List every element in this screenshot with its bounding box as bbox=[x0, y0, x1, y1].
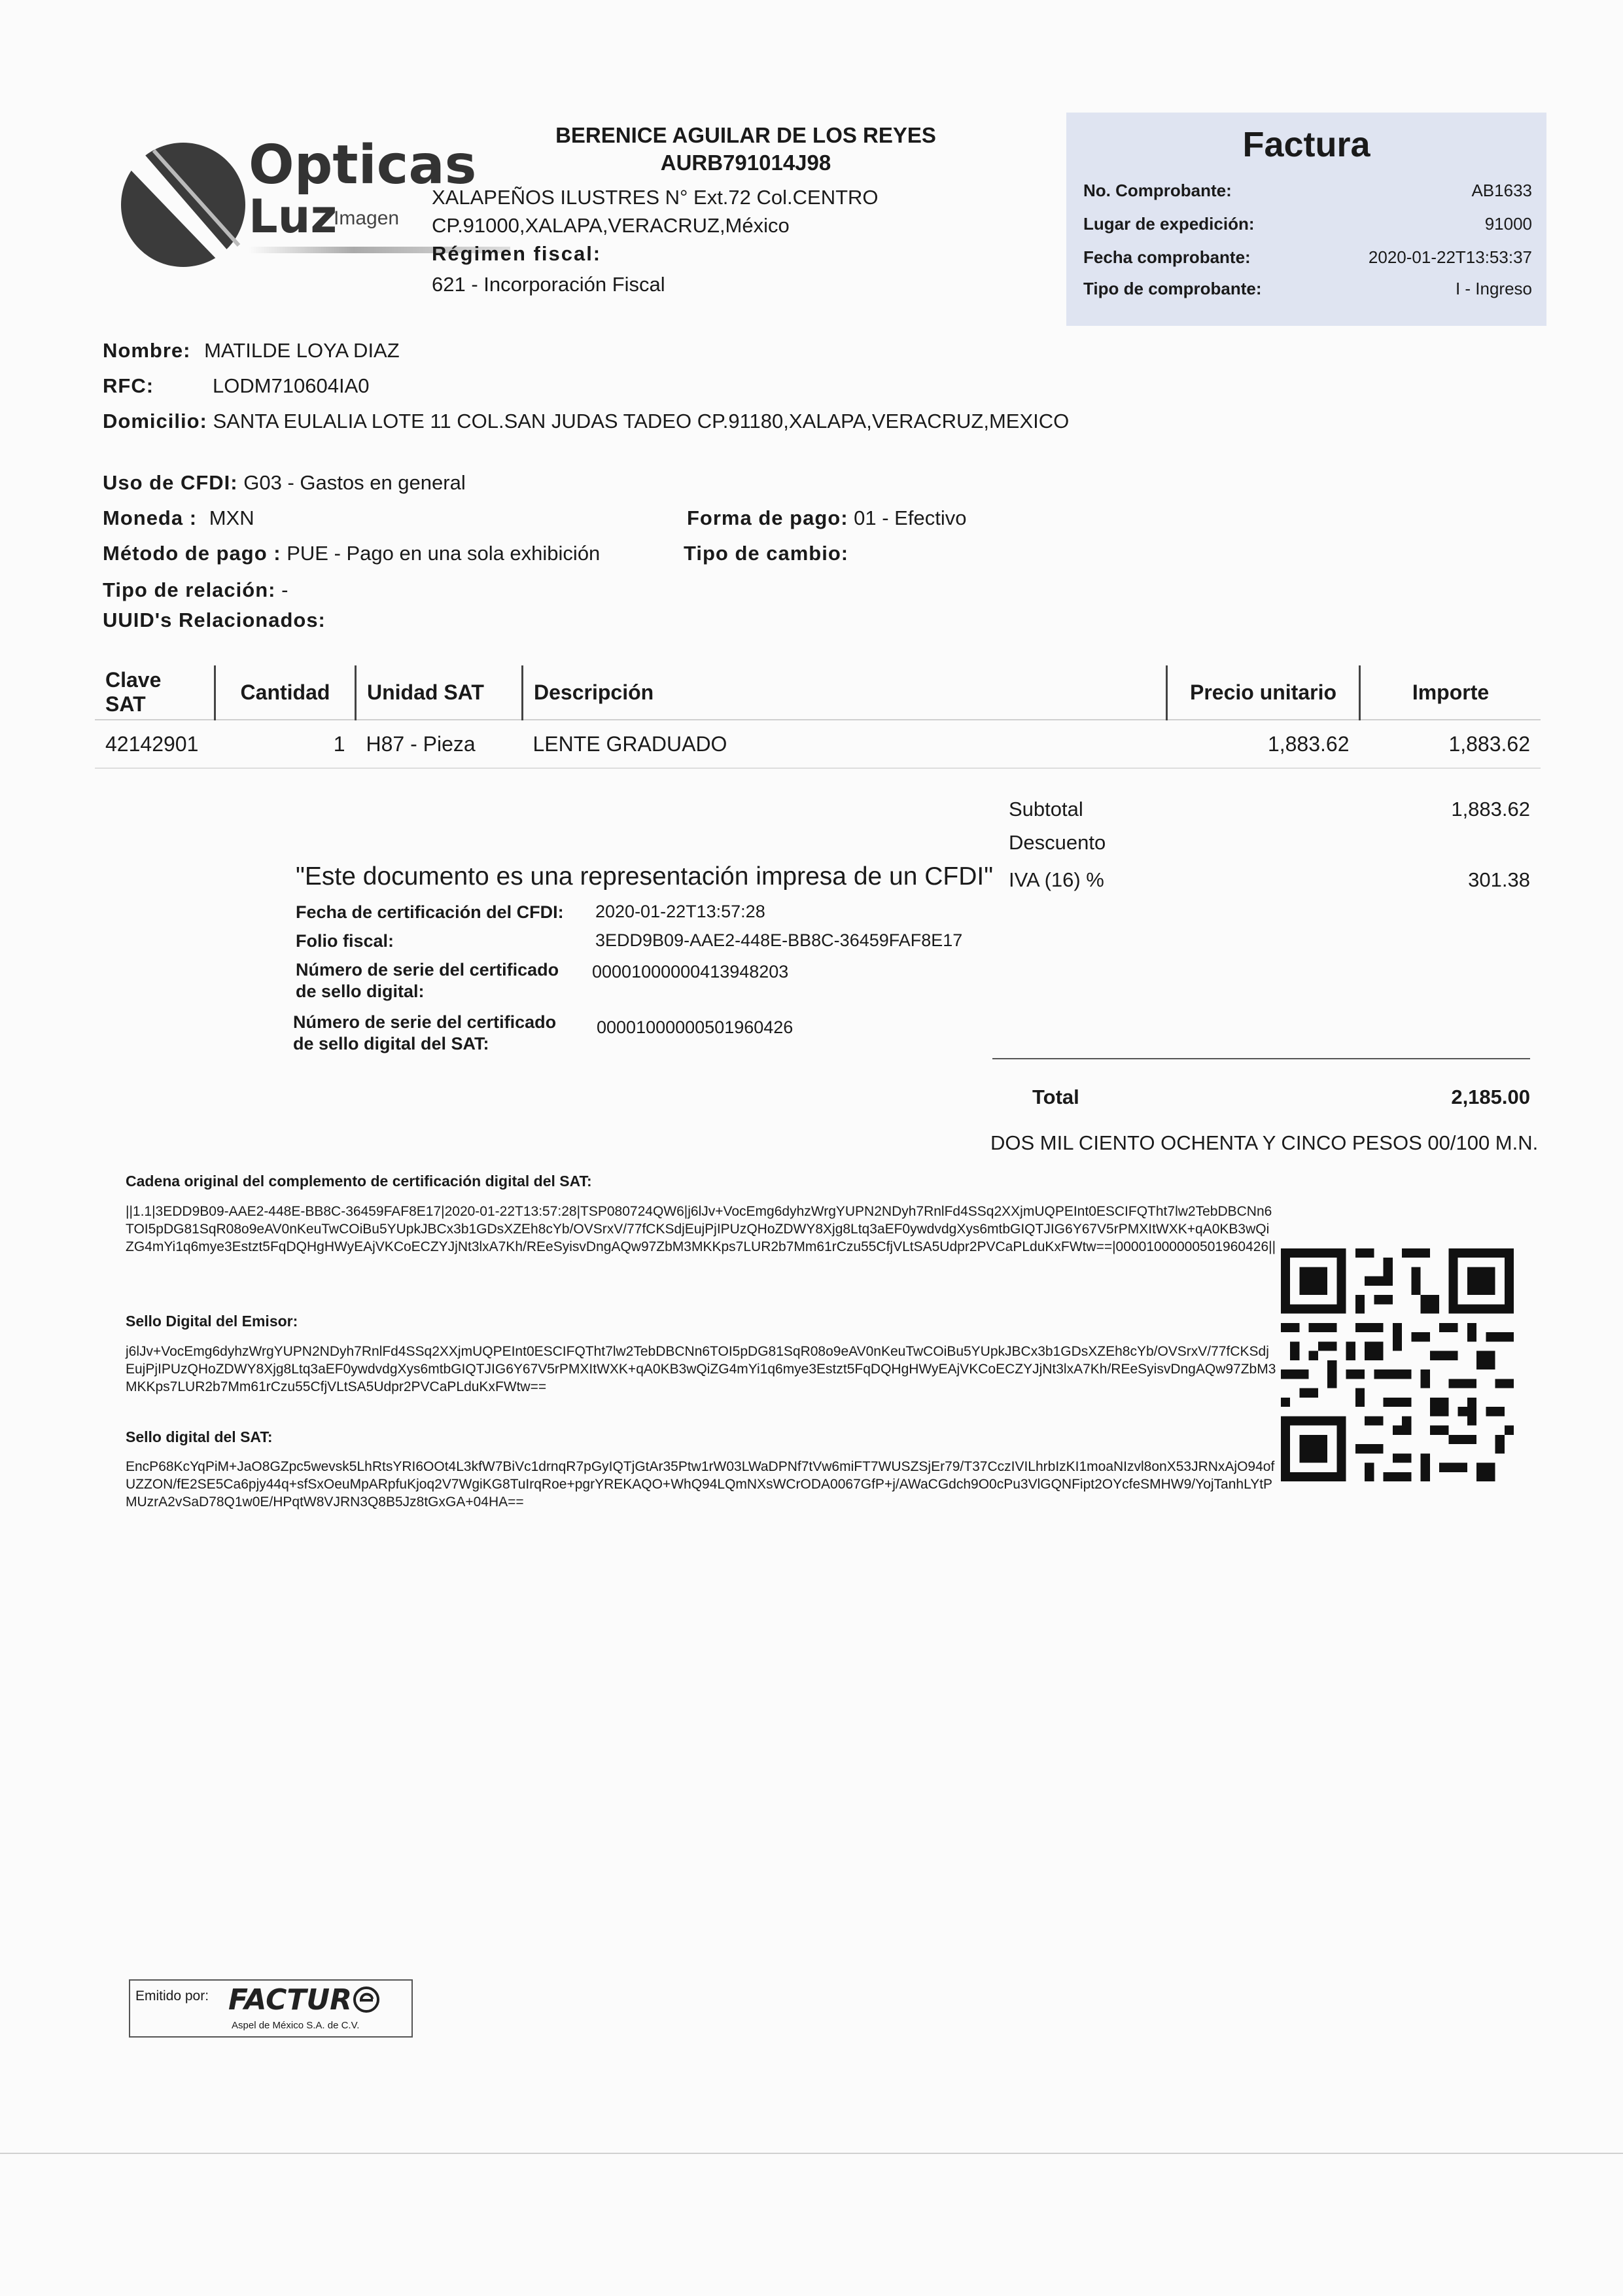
facture-logo bbox=[228, 1983, 381, 2017]
total-value: 2,185.00 bbox=[1451, 1086, 1530, 1108]
moneda-label: Moneda : bbox=[103, 506, 198, 529]
uso-cfdi: G03 - Gastos en general bbox=[243, 471, 466, 494]
table-row bbox=[95, 720, 1541, 768]
issued-by-box bbox=[129, 1979, 413, 2038]
cert-serial-label-line1: Número de serie del certificado bbox=[296, 960, 559, 980]
total-label: Total bbox=[1032, 1086, 1079, 1108]
logo-circle-icon bbox=[118, 134, 249, 272]
cfdi-statement: "Este documento es una representación impresa de un CFDI" bbox=[296, 862, 994, 891]
receiver-rfc: LODM710604IA0 bbox=[213, 374, 370, 397]
tipo-relacion: - bbox=[281, 578, 288, 601]
cert-date: 2020-01-22T13:57:28 bbox=[595, 902, 765, 921]
regimen-value: 621 - Incorporación Fiscal bbox=[432, 273, 665, 296]
cadena-original-text: ||1.1|3EDD9B09-AAE2-448E-BB8C-36459FAF8E17|2020-01-22T13:57:28|TSP080724QW6|j6lJv+VocEmg6dyhzWrgYUPN2NDyh7RnlFd4SSq2XXjmUQPEInt0ESCIFQTht7lw2TebDBCNn6TOI5pDG81SqR08o9eAV0nKeuTwCOiBu5YUpkJBCx3b1GDsXZEh8cYb/OVSrxV/77fCKSdjEujPjIPUzQHoZDWY8Xjg8Ltq3aEF0ywdvdgXys6mtbGIQTJIG6Y67V5rPMXItWXK+qA0KB3wQiZG4mYi1q6mye3Estzt5FqDQHgHWyEAjVKCoECZYJjNt3lxA7Kh/REeSyisvDngAQw97ZbM3MKKps7LUR2b7Mm61rCzu55CfjVLtSA5Udpr2PVCaPLduKxFWtw==|00001000000501960426|| bbox=[126, 1204, 1276, 1254]
receiver-rfc-row bbox=[103, 374, 370, 398]
cell-cantidad: 1 bbox=[215, 720, 356, 768]
cert-date-label: Fecha de certificación del CFDI: bbox=[296, 902, 564, 922]
metodo-pago-label: Método de pago : bbox=[103, 542, 281, 565]
facture-e-icon bbox=[352, 1986, 381, 2013]
invoice-type: I - Ingreso bbox=[1455, 279, 1532, 298]
receiver-name-row bbox=[103, 339, 400, 362]
tipo-relacion-row bbox=[103, 578, 288, 602]
iva-label: IVA (16) % bbox=[1009, 868, 1104, 891]
moneda: MXN bbox=[209, 506, 254, 529]
receiver-name: MATILDE LOYA DIAZ bbox=[204, 339, 400, 362]
invoice-header-box bbox=[1066, 113, 1546, 326]
logo-word-opticas: Opticas bbox=[249, 134, 477, 196]
issuer-address-line1: XALAPEÑOS ILUSTRES N° Ext.72 Col.CENTRO bbox=[432, 186, 879, 209]
col-header-importe: Importe bbox=[1360, 665, 1541, 720]
receiver-rfc-label: RFC: bbox=[103, 374, 154, 397]
cert-serial: 00001000000413948203 bbox=[592, 962, 789, 981]
sello-emisor-text: j6lJv+VocEmg6dyhzWrgYUPN2NDyh7RnlFd4SSq2XXjmUQPEInt0ESCIFQTht7lw2TebDBCNn6TOI5pDG81SqR08o9eAV0nKeuTwCOiBu5YUpkJBCx3b1GDsXZEh8cYb/OVSrxV/77fCKSdjEujPjIPUzQHoZDWY8Xjg8Ltq3aEF0ywdvdgXys6mtbGIQTJIG6Y67V5rPMXItWXK+qA0KB3wQiZG4mYi1q6mye3Estzt5FqDQHgHWyEAjVKCoECZYJjNt3lxA7Kh/REeSyisvDngAQw97ZbM3MKKps7LUR2b7Mm61rCzu55CfjVLtSA5Udpr2PVCaPLduKxFWtw== bbox=[126, 1344, 1276, 1394]
invoice-field-label: Fecha comprobante: bbox=[1083, 247, 1251, 267]
items-table bbox=[95, 665, 1541, 769]
invoice-place: 91000 bbox=[1484, 214, 1532, 234]
forma-pago: 01 - Efectivo bbox=[854, 506, 967, 529]
logo-word-luz: Luz bbox=[249, 190, 338, 243]
tipo-cambio-row bbox=[684, 542, 848, 565]
cell-importe: 1,883.62 bbox=[1360, 720, 1541, 768]
sat-cert-serial-label bbox=[293, 1012, 556, 1055]
logo-tagline: Imagen bbox=[334, 207, 400, 229]
cell-precio: 1,883.62 bbox=[1167, 720, 1360, 768]
sello-sat-title: Sello digital del SAT: bbox=[126, 1428, 273, 1445]
col-header-cantidad: Cantidad bbox=[215, 665, 356, 720]
cert-serial-label-line2: de sello digital: bbox=[296, 981, 425, 1001]
uso-cfdi-label: Uso de CFDI: bbox=[103, 471, 238, 494]
uso-cfdi-row bbox=[103, 471, 466, 495]
issuer-address-line2: CP.91000,XALAPA,VERACRUZ,México bbox=[432, 214, 790, 237]
forma-pago-row bbox=[687, 506, 966, 530]
col-header-precio: Precio unitario bbox=[1167, 665, 1360, 720]
qr-code-icon bbox=[1281, 1248, 1514, 1481]
invoice-title: Factura bbox=[1242, 125, 1370, 164]
receiver-address-label: Domicilio: bbox=[103, 410, 207, 433]
col-header-unidad: Unidad SAT bbox=[356, 665, 523, 720]
receiver-name-label: Nombre: bbox=[103, 339, 191, 362]
sat-cert-serial-label-line1: Número de serie del certificado bbox=[293, 1012, 557, 1032]
facture-subtitle: Aspel de México S.A. de C.V. bbox=[232, 2020, 360, 2031]
descuento-label: Descuento bbox=[1009, 831, 1106, 854]
subtotal-label: Subtotal bbox=[1009, 798, 1083, 821]
subtotal-value: 1,883.62 bbox=[1451, 798, 1530, 821]
uuids-row bbox=[103, 609, 326, 632]
col-header-descripcion: Descripción bbox=[523, 665, 1167, 720]
sat-cert-serial-label-line2: de sello digital del SAT: bbox=[293, 1034, 489, 1053]
invoice-field-label: No. Comprobante: bbox=[1083, 181, 1232, 200]
issuer-name: BERENICE AGUILAR DE LOS REYES bbox=[555, 123, 936, 147]
invoice-date: 2020-01-22T13:53:37 bbox=[1368, 247, 1532, 267]
invoice-field-label: Tipo de comprobante: bbox=[1083, 279, 1262, 298]
metodo-pago-row bbox=[103, 542, 600, 565]
sello-sat-text: EncP68KcYqPiM+JaO8GZpc5wevsk5LhRtsYRI6OOt4L3kfW7BiVc1drnqR7pGyIQTjGtAr35Ptw1rW03LWaDPNf7tVw6miFT7WUSZSjEr79/T37CczIVILhrbIzKI1moaNIzvl8onX53JRNxAjO94ofUZZON/fE2SE5Ca6pjy44q+sfSxOeuMpARpfuKjoq2V7WgiKG8TuIrqRoe+pgrYREKAQO+WhQ94LQmNXsWCrODA0067GfP+j/AWaCGdch9O0cPu3VlGQNFipt2OYcfeSMHW9/YojTanhLYtPMUzrA2vSaD78Q1w0E/HPqtW8VJRN3Q8B5Jz8tGxGA+04HA== bbox=[126, 1459, 1275, 1510]
page-edge-line bbox=[0, 2153, 1623, 2154]
tipo-cambio-label: Tipo de cambio: bbox=[684, 542, 849, 565]
issuer-rfc: AURB791014J98 bbox=[660, 150, 831, 175]
facture-logo-text: FACTUR bbox=[228, 1983, 352, 2017]
sat-cert-serial: 00001000000501960426 bbox=[597, 1017, 794, 1037]
folio-fiscal: 3EDD9B09-AAE2-448E-BB8C-36459FAF8E17 bbox=[595, 930, 963, 950]
col-header-clave: Clave SAT bbox=[95, 665, 215, 720]
cadena-original-title: Cadena original del complemento de certificación digital del SAT: bbox=[126, 1173, 592, 1190]
receiver-address: SANTA EULALIA LOTE 11 COL.SAN JUDAS TADEO CP.91180,XALAPA,VERACRUZ,MEXICO bbox=[213, 410, 1070, 433]
tipo-relacion-label: Tipo de relación: bbox=[103, 578, 276, 601]
cell-unidad: H87 - Pieza bbox=[356, 720, 523, 768]
total-in-words: DOS MIL CIENTO OCHENTA Y CINCO PESOS 00/100 M.N. bbox=[990, 1131, 1539, 1154]
moneda-row bbox=[103, 506, 254, 530]
folio-fiscal-label: Folio fiscal: bbox=[296, 931, 394, 951]
totals-divider bbox=[992, 1058, 1530, 1059]
table-header-row bbox=[95, 665, 1541, 720]
invoice-number: AB1633 bbox=[1471, 181, 1532, 200]
iva-value: 301.38 bbox=[1468, 868, 1530, 891]
issued-by-label: Emitido por: bbox=[135, 1988, 209, 2004]
company-logo bbox=[118, 134, 477, 278]
forma-pago-label: Forma de pago: bbox=[687, 506, 848, 529]
cell-clave: 42142901 bbox=[95, 720, 215, 768]
cert-serial-label bbox=[296, 959, 559, 1002]
sello-emisor-title: Sello Digital del Emisor: bbox=[126, 1313, 298, 1330]
uuids-label: UUID's Relacionados: bbox=[103, 609, 326, 631]
invoice-field-label: Lugar de expedición: bbox=[1083, 214, 1255, 234]
receiver-address-row bbox=[103, 410, 1069, 433]
metodo-pago: PUE - Pago en una sola exhibición bbox=[287, 542, 601, 565]
cell-descripcion: LENTE GRADUADO bbox=[523, 720, 1167, 768]
regimen-label: Régimen fiscal: bbox=[432, 242, 602, 265]
